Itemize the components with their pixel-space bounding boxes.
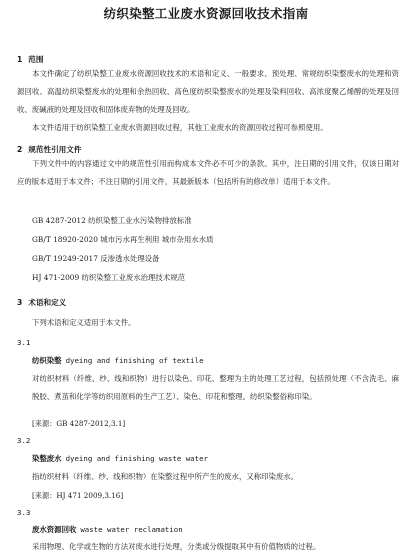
term-chinese: 染整废水	[32, 454, 62, 463]
section-title: 术语和定义	[28, 298, 67, 307]
term-english: waste water reclamation	[80, 525, 183, 534]
clause-number: 3.1	[17, 338, 31, 347]
section-title: 范围	[28, 55, 44, 64]
section-2-heading	[17, 144, 81, 155]
term-english: dyeing and finishing waste water	[65, 454, 208, 463]
section-1-paragraph-2: 本文件适用于纺织染整工业废水资源回收过程，其他工业废水的资源回收过程可参照使用。	[32, 123, 328, 132]
clause-number: 3.2	[17, 436, 31, 445]
section-2-intro: 下列文件中的内容通过文中的规范性引用而构成本文件必不可少的条款。其中，注日期的引用文件，仅该日期对应的版本适用于本文件；不注日期的引用文件，其最新版本（包括所有的修改单）适用于本文件。	[17, 159, 399, 186]
clause-number: 3.3	[17, 508, 31, 517]
section-3-intro: 下列术语和定义适用于本文件。	[32, 318, 136, 327]
term-entry	[32, 524, 183, 535]
section-number: 3	[17, 298, 23, 307]
term-chinese: 纺织染整	[32, 356, 62, 365]
term-entry	[32, 453, 208, 464]
section-number: 2	[17, 145, 23, 154]
section-title: 规范性引用文件	[28, 145, 82, 154]
section-1-paragraph-1: 本文件确定了纺织染整工业废水资源回收技术的术语和定义、一般要求、预处理、常规纺织染整废水的处理和资源回收、高温纺织染整废水的处理和余热回收、高色度纺织染整废水的处理及染料回收、高浓度聚乙烯醇的处理及回收、废碱液的处理及回收和固体废弃物的处理及回收。	[17, 69, 399, 114]
term-chinese: 废水资源回收	[32, 525, 77, 534]
normative-reference: GB 4287-2012 纺织染整工业水污染物排放标准	[32, 216, 192, 225]
document-title: 纺织染整工业废水资源回收技术指南	[103, 6, 309, 21]
normative-reference: GB/T 18920-2020 城市污水再生利用 城市杂用水水质	[32, 235, 214, 244]
term-english: dyeing and finishing of textile	[65, 356, 204, 365]
term-source: [来源：GB 4287-2012,3.1]	[32, 419, 126, 428]
normative-reference: HJ 471-2009 纺织染整工业废水治理技术规范	[32, 273, 185, 282]
term-definition: 采用物理、化学或生物的方法对废水进行处理，分类或分级提取其中有价值物质的过程。	[32, 542, 321, 551]
term-definition: 对纺织材料（纤维、纱、线和织物）进行以染色、印花、整理为主的处理工艺过程，包括预处理（不含洗毛、麻脱胶、煮茧和化学等纺织用原料的生产工艺）、染色、印花和整理。纺织染整俗称印染。	[32, 374, 399, 401]
term-source: [来源：HJ 471 2009,3.16]	[32, 491, 124, 500]
normative-reference: GB/T 19249-2017 反渗透水处理设备	[32, 254, 160, 263]
section-3-heading	[17, 297, 66, 308]
section-number: 1	[17, 55, 23, 64]
term-entry	[32, 355, 204, 366]
term-definition: 指纺织材料（纤维、纱、线和织物）在染整过程中所产生的废水，又称印染废水。	[32, 472, 299, 481]
section-1-heading	[17, 54, 43, 65]
